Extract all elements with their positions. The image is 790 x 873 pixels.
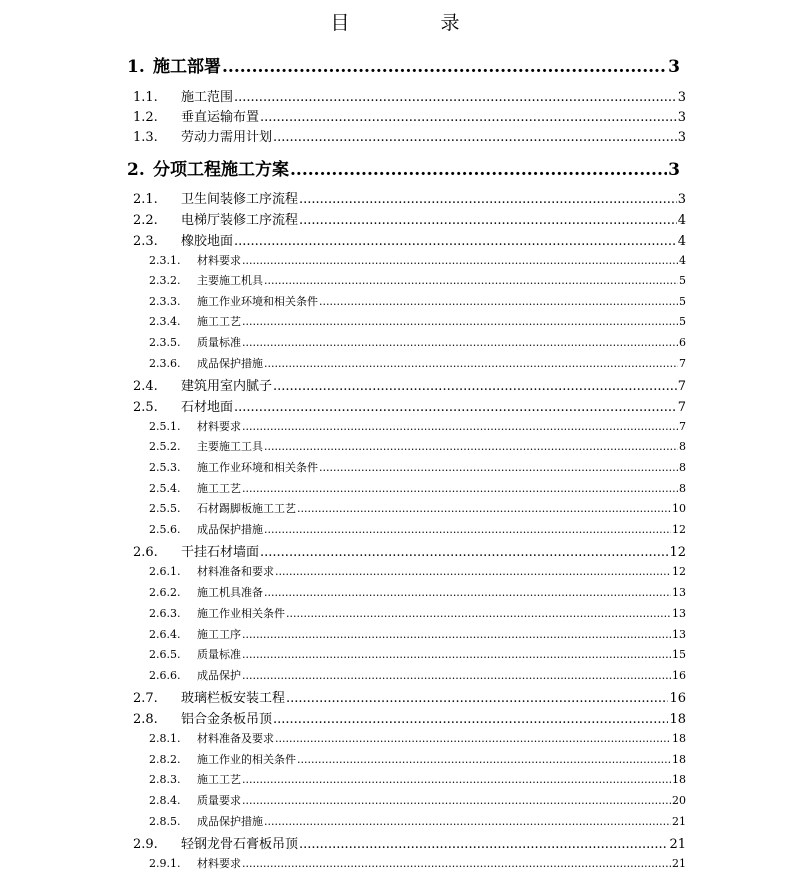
toc-dot-leader <box>273 712 668 727</box>
toc-dot-leader <box>242 420 678 433</box>
toc-entry-number: 2.5.6. <box>149 523 181 536</box>
toc-entry-label: 垂直运输布置 <box>181 110 260 125</box>
toc-entry[interactable] <box>149 500 686 516</box>
toc-dot-leader <box>242 648 671 661</box>
toc-dot-leader <box>286 607 671 620</box>
toc-dot-leader <box>275 565 671 578</box>
toc-dot-leader <box>299 192 677 207</box>
toc-entry-number: 2.6.3. <box>149 607 181 620</box>
toc-entry-label: 建筑用室内腻子 <box>181 379 273 394</box>
toc-entry-page: 18 <box>672 732 686 745</box>
toc-entry-label: 分项工程施工方案 <box>153 160 289 180</box>
toc-dot-leader <box>242 773 671 786</box>
toc-entry[interactable] <box>149 418 686 434</box>
toc-entry-number: 2.5.5. <box>149 502 181 515</box>
toc-entry-page: 3 <box>677 130 686 145</box>
toc-entry-label: 施工工艺 <box>197 773 241 786</box>
toc-entry-label: 成品保护 <box>197 669 241 682</box>
toc-entry-page: 13 <box>672 607 686 620</box>
toc-entry-page: 20 <box>672 794 686 807</box>
toc-entry[interactable] <box>149 792 686 808</box>
toc-entry-number: 2.3.1. <box>149 254 181 267</box>
toc-dot-leader <box>299 837 668 852</box>
toc-entry-page: 3 <box>668 57 680 77</box>
toc-entry-page: 6 <box>679 336 686 349</box>
toc-entry[interactable] <box>149 605 686 621</box>
toc-entry-label: 主要施工工具 <box>197 440 263 453</box>
toc-entry-number: 2.8.1. <box>149 732 181 745</box>
toc-entry-number: 2.3. <box>133 234 158 249</box>
toc-dot-leader <box>222 57 667 77</box>
toc-entry-number: 2.6. <box>133 545 158 560</box>
toc-entry-number: 1.3. <box>133 130 158 145</box>
toc-entry-page: 3 <box>677 192 686 207</box>
toc-entry-label: 质量标准 <box>197 648 241 661</box>
toc-entry-page: 18 <box>669 712 686 727</box>
toc-entry[interactable] <box>149 626 686 642</box>
toc-entry-label: 主要施工机具 <box>197 274 263 287</box>
toc-entry-label: 施工工艺 <box>197 482 241 495</box>
toc-dot-leader <box>273 130 677 145</box>
toc-entry[interactable] <box>149 334 686 350</box>
toc-entry-number: 2.5.4. <box>149 482 181 495</box>
toc-entry-label: 材料准备及要求 <box>197 732 274 745</box>
toc-entry[interactable] <box>149 272 686 288</box>
toc-entry-page: 10 <box>672 502 686 515</box>
toc-entry[interactable] <box>149 438 686 454</box>
toc-entry-page: 21 <box>669 837 686 852</box>
toc-entry-page: 8 <box>679 482 686 495</box>
toc-entry-label: 施工范围 <box>181 90 234 105</box>
toc-dot-leader <box>260 545 668 560</box>
toc-entry-label: 施工机具准备 <box>197 586 263 599</box>
toc-entry-number: 2.9.1. <box>149 857 181 870</box>
toc-entry-page: 18 <box>672 773 686 786</box>
toc-entry[interactable] <box>149 313 686 329</box>
toc-entry-page: 5 <box>679 295 686 308</box>
toc-entry-page: 7 <box>677 379 686 394</box>
toc-entry-page: 12 <box>672 523 686 536</box>
toc-entry[interactable] <box>149 751 686 767</box>
toc-entry-number: 2.2. <box>133 213 158 228</box>
toc-entry-page: 8 <box>679 461 686 474</box>
toc-entry-label: 施工作业的相关条件 <box>197 753 296 766</box>
toc-entry[interactable] <box>149 646 686 662</box>
toc-entry-label: 干挂石材墙面 <box>181 545 260 560</box>
toc-dot-leader <box>275 732 671 745</box>
toc-entry-number: 2.6.5. <box>149 648 181 661</box>
toc-entry[interactable] <box>133 375 686 394</box>
toc-entry-page: 8 <box>679 440 686 453</box>
toc-entry[interactable] <box>149 355 686 371</box>
toc-entry[interactable] <box>149 730 686 746</box>
toc-dot-leader <box>319 461 678 474</box>
toc-dot-leader <box>242 669 671 682</box>
toc-entry[interactable] <box>149 584 686 600</box>
toc-dot-leader <box>297 753 671 766</box>
toc-entry-number: 2.9. <box>133 837 158 852</box>
toc-entry-number: 2.3.2. <box>149 274 181 287</box>
toc-entry-number: 2.3.3. <box>149 295 181 308</box>
toc-dot-leader <box>242 794 671 807</box>
toc-dot-leader <box>264 274 678 287</box>
toc-entry-page: 13 <box>672 586 686 599</box>
toc-entry-label: 石材踢脚板施工工艺 <box>197 502 296 515</box>
toc-entry-label: 轻钢龙骨石膏板吊顶 <box>181 837 299 852</box>
toc-dot-leader <box>242 628 671 641</box>
toc-entry[interactable] <box>149 813 686 829</box>
toc-entry-number: 2.8.4. <box>149 794 181 807</box>
toc-entry-page: 7 <box>679 420 686 433</box>
toc-entry[interactable] <box>149 480 686 496</box>
toc-entry-page: 3 <box>677 90 686 105</box>
toc-entry-label: 材料准备和要求 <box>197 565 274 578</box>
toc-entry-page: 12 <box>669 545 686 560</box>
toc-dot-leader <box>273 379 677 394</box>
toc-entry[interactable] <box>149 252 686 268</box>
toc-entry-page: 15 <box>672 648 686 661</box>
toc-entry-label: 材料要求 <box>197 420 241 433</box>
toc-entry[interactable] <box>149 521 686 537</box>
toc-entry-page: 12 <box>672 565 686 578</box>
toc-entry[interactable] <box>149 459 686 475</box>
toc-dot-leader <box>319 295 678 308</box>
toc-entry-label: 石材地面 <box>181 400 234 415</box>
toc-entry-page: 3 <box>668 160 680 180</box>
toc-entry[interactable] <box>149 855 686 871</box>
toc-entry-page: 7 <box>677 400 686 415</box>
toc-entry-page: 13 <box>672 628 686 641</box>
toc-entry-label: 质量标准 <box>197 336 241 349</box>
toc-entry[interactable] <box>133 209 686 228</box>
toc-entry[interactable] <box>133 126 686 145</box>
toc-entry[interactable] <box>133 188 686 207</box>
toc-entry[interactable] <box>133 86 686 105</box>
toc-dot-leader <box>260 110 677 125</box>
toc-entry-number: 2.1. <box>133 192 158 207</box>
toc-entry-page: 4 <box>677 213 686 228</box>
toc-entry-page: 3 <box>677 110 686 125</box>
toc-dot-leader <box>242 315 678 328</box>
toc-dot-leader <box>264 815 671 828</box>
toc-dot-leader <box>234 90 677 105</box>
page-title: 目 录 <box>330 12 496 34</box>
toc-entry-number: 2.6.2. <box>149 586 181 599</box>
toc-entry[interactable] <box>133 687 686 706</box>
toc-entry[interactable] <box>133 106 686 125</box>
toc-entry-page: 5 <box>679 315 686 328</box>
toc-entry-label: 施工作业环境和相关条件 <box>197 461 318 474</box>
toc-entry-number: 2.5.1. <box>149 420 181 433</box>
toc-entry-number: 2.5. <box>133 400 158 415</box>
toc-entry-number: 2.5.3. <box>149 461 181 474</box>
toc-entry[interactable] <box>149 667 686 683</box>
toc-entry-number: 2.8.2. <box>149 753 181 766</box>
toc-entry-number: 2. <box>127 160 145 180</box>
toc-dot-leader <box>264 357 678 370</box>
toc-dot-leader <box>242 336 678 349</box>
toc-entry[interactable] <box>133 708 686 727</box>
toc-entry-page: 5 <box>679 274 686 287</box>
toc-entry-number: 2.8. <box>133 712 158 727</box>
toc-entry-number: 2.4. <box>133 379 158 394</box>
toc-entry-label: 施工部署 <box>153 57 221 77</box>
toc-entry-number: 2.6.1. <box>149 565 181 578</box>
toc-dot-leader <box>264 523 671 536</box>
toc-entry-label: 橡胶地面 <box>181 234 234 249</box>
toc-entry-number: 2.8.3. <box>149 773 181 786</box>
toc-entry-page: 7 <box>679 357 686 370</box>
toc-entry-number: 2.8.5. <box>149 815 181 828</box>
toc-dot-leader <box>299 213 677 228</box>
toc-entry[interactable] <box>133 230 686 249</box>
toc-entry[interactable] <box>149 563 686 579</box>
toc-entry-number: 1. <box>127 57 145 77</box>
toc-entry-number: 1.2. <box>133 110 158 125</box>
toc-entry-page: 21 <box>672 857 686 870</box>
toc-entry[interactable] <box>133 396 686 415</box>
toc-dot-leader <box>242 857 671 870</box>
toc-entry-number: 2.7. <box>133 691 158 706</box>
toc-entry-page: 18 <box>672 753 686 766</box>
toc-entry-number: 2.6.6. <box>149 669 181 682</box>
toc-entry-number: 2.3.6. <box>149 357 181 370</box>
toc-entry-number: 1.1. <box>133 90 158 105</box>
toc-entry-label: 施工工序 <box>197 628 241 641</box>
toc-dot-leader <box>234 400 677 415</box>
toc-entry-page: 4 <box>679 254 686 267</box>
toc-entry-label: 成品保护措施 <box>197 523 263 536</box>
toc-entry-page: 4 <box>677 234 686 249</box>
toc-dot-leader <box>264 440 678 453</box>
toc-entry[interactable] <box>133 833 686 852</box>
toc-entry[interactable] <box>127 52 680 77</box>
toc-entry-label: 铝合金条板吊顶 <box>181 712 273 727</box>
toc-entry-page: 21 <box>672 815 686 828</box>
toc-entry-label: 材料要求 <box>197 254 241 267</box>
toc-entry-number: 2.3.4. <box>149 315 181 328</box>
toc-dot-leader <box>234 234 677 249</box>
toc-dot-leader <box>242 254 678 267</box>
toc-entry-label: 施工作业环境和相关条件 <box>197 295 318 308</box>
toc-entry-label: 成品保护措施 <box>197 357 263 370</box>
toc-entry-label: 玻璃栏板安装工程 <box>181 691 286 706</box>
toc-entry-label: 成品保护措施 <box>197 815 263 828</box>
toc-dot-leader <box>264 586 671 599</box>
toc-entry-label: 电梯厅装修工序流程 <box>181 213 299 228</box>
toc-entry-label: 劳动力需用计划 <box>181 130 273 145</box>
toc-entry-label: 施工作业相关条件 <box>197 607 285 620</box>
toc-entry-number: 2.5.2. <box>149 440 181 453</box>
toc-entry-label: 材料要求 <box>197 857 241 870</box>
toc-entry[interactable] <box>149 293 686 309</box>
toc-entry-label: 施工工艺 <box>197 315 241 328</box>
toc-dot-leader <box>242 482 678 495</box>
toc-entry-label: 质量要求 <box>197 794 241 807</box>
toc-entry[interactable] <box>127 155 680 180</box>
toc-entry-number: 2.3.5. <box>149 336 181 349</box>
toc-entry[interactable] <box>149 771 686 787</box>
toc-entry-number: 2.6.4. <box>149 628 181 641</box>
toc-entry[interactable] <box>133 541 686 560</box>
toc-dot-leader <box>297 502 671 515</box>
toc-dot-leader <box>290 160 667 180</box>
toc-entry-page: 16 <box>669 691 686 706</box>
toc-dot-leader <box>286 691 668 706</box>
toc-entry-label: 卫生间装修工序流程 <box>181 192 299 207</box>
toc-entry-page: 16 <box>672 669 686 682</box>
